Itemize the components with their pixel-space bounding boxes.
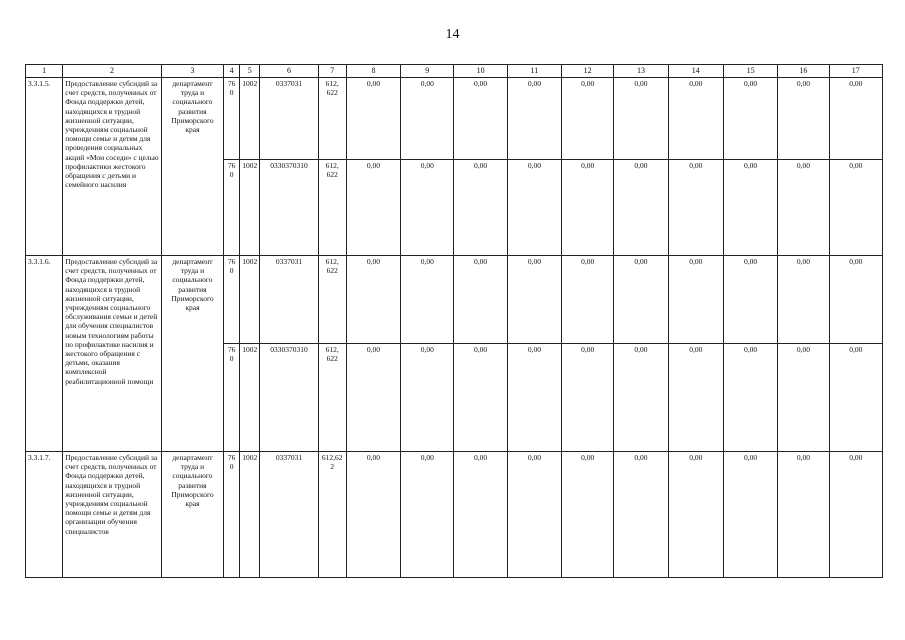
column-header: 3 xyxy=(161,65,223,78)
code-cell: 760 xyxy=(224,452,240,578)
value-cell: 0,00 xyxy=(346,160,400,256)
code-cell: 760 xyxy=(224,256,240,344)
value-cell: 0,00 xyxy=(614,78,668,160)
value-cell: 0,00 xyxy=(454,452,507,578)
value-cell: 0,00 xyxy=(614,344,668,452)
code-cell: 0330370310 xyxy=(260,160,318,256)
column-header: 1 xyxy=(26,65,63,78)
value-cell: 0,00 xyxy=(507,78,561,160)
value-cell: 0,00 xyxy=(829,452,882,578)
value-cell: 0,00 xyxy=(778,344,829,452)
value-cell: 0,00 xyxy=(829,256,882,344)
value-cell: 0,00 xyxy=(723,256,777,344)
value-cell: 0,00 xyxy=(723,78,777,160)
column-header: 6 xyxy=(260,65,318,78)
row-id: 3.3.1.7. xyxy=(26,452,63,578)
row-department: департамент труда и социального развития Приморского края xyxy=(161,452,223,578)
value-cell: 0,00 xyxy=(401,256,454,344)
row-name: Предоставление субсидий за счет средств, полученных от Фонда поддержки детей, находящихся в трудной жизненной ситуации, учреждениям социального обслуживания семьи и детей для обучения специалистов новым технологиям работы по профилактике насилия и жестокого обращения с детьми, оказания комплексной реабилитационной помощи xyxy=(63,256,162,452)
value-cell: 0,00 xyxy=(454,78,507,160)
code-cell: 1002 xyxy=(240,256,260,344)
code-cell: 760 xyxy=(224,344,240,452)
value-cell: 0,00 xyxy=(723,452,777,578)
code-cell: 0337031 xyxy=(260,256,318,344)
column-header: 14 xyxy=(668,65,723,78)
value-cell: 0,00 xyxy=(507,452,561,578)
value-cell: 0,00 xyxy=(454,256,507,344)
code-cell: 1002 xyxy=(240,344,260,452)
value-cell: 0,00 xyxy=(454,344,507,452)
code-cell: 612, 622 xyxy=(318,78,346,160)
value-cell: 0,00 xyxy=(614,160,668,256)
code-cell: 1002 xyxy=(240,78,260,160)
row-name: Предоставление субсидий за счет средств, полученных от Фонда поддержки детей, находящихся в трудной жизненной ситуации, учреждениям социальной помощи семье и детям для организации обучения специалистов xyxy=(63,452,162,578)
code-cell: 612, 622 xyxy=(318,256,346,344)
value-cell: 0,00 xyxy=(778,452,829,578)
value-cell: 0,00 xyxy=(614,256,668,344)
value-cell: 0,00 xyxy=(562,344,614,452)
value-cell: 0,00 xyxy=(346,344,400,452)
value-cell: 0,00 xyxy=(668,344,723,452)
header-row xyxy=(26,65,883,78)
value-cell: 0,00 xyxy=(614,452,668,578)
value-cell: 0,00 xyxy=(401,160,454,256)
code-cell: 1002 xyxy=(240,160,260,256)
value-cell: 0,00 xyxy=(507,160,561,256)
page-number: 14 xyxy=(445,27,460,42)
column-header: 16 xyxy=(778,65,829,78)
value-cell: 0,00 xyxy=(401,452,454,578)
code-cell: 1002 xyxy=(240,452,260,578)
column-header: 5 xyxy=(240,65,260,78)
column-header: 12 xyxy=(562,65,614,78)
value-cell: 0,00 xyxy=(829,78,882,160)
column-header: 11 xyxy=(507,65,561,78)
value-cell: 0,00 xyxy=(346,452,400,578)
value-cell: 0,00 xyxy=(668,78,723,160)
value-cell: 0,00 xyxy=(507,344,561,452)
value-cell: 0,00 xyxy=(562,78,614,160)
table-row xyxy=(26,256,883,344)
table-row xyxy=(26,78,883,160)
value-cell: 0,00 xyxy=(562,452,614,578)
value-cell: 0,00 xyxy=(507,256,561,344)
code-cell: 760 xyxy=(224,78,240,160)
column-header: 13 xyxy=(614,65,668,78)
code-cell: 0337031 xyxy=(260,78,318,160)
value-cell: 0,00 xyxy=(401,78,454,160)
column-header: 8 xyxy=(346,65,400,78)
column-header: 9 xyxy=(401,65,454,78)
value-cell: 0,00 xyxy=(562,256,614,344)
code-cell: 612, 622 xyxy=(318,160,346,256)
value-cell: 0,00 xyxy=(778,256,829,344)
row-id: 3.3.1.6. xyxy=(26,256,63,452)
value-cell: 0,00 xyxy=(668,160,723,256)
column-header: 15 xyxy=(723,65,777,78)
value-cell: 0,00 xyxy=(668,452,723,578)
value-cell: 0,00 xyxy=(454,160,507,256)
value-cell: 0,00 xyxy=(723,160,777,256)
column-header: 4 xyxy=(224,65,240,78)
code-cell: 0330370310 xyxy=(260,344,318,452)
value-cell: 0,00 xyxy=(778,78,829,160)
column-header: 17 xyxy=(829,65,882,78)
value-cell: 0,00 xyxy=(778,160,829,256)
value-cell: 0,00 xyxy=(346,256,400,344)
value-cell: 0,00 xyxy=(562,160,614,256)
value-cell: 0,00 xyxy=(723,344,777,452)
column-header: 10 xyxy=(454,65,507,78)
code-cell: 612,622 xyxy=(318,452,346,578)
row-department: департамент труда и социального развития Приморского края xyxy=(161,78,223,256)
column-header: 2 xyxy=(63,65,162,78)
column-header: 7 xyxy=(318,65,346,78)
value-cell: 0,00 xyxy=(401,344,454,452)
value-cell: 0,00 xyxy=(668,256,723,344)
row-department: департамент труда и социального развития Приморского края xyxy=(161,256,223,452)
row-name: Предоставление субсидий за счет средств, полученных от Фонда поддержки детей, находящихся в трудной жизненной ситуации, учреждениям социальной помощи семье и детям для проведения социальных акций «Мои соседи» с целью профилактики жестокого обращения с детьми и семейного насилия xyxy=(63,78,162,256)
code-cell: 0337031 xyxy=(260,452,318,578)
code-cell: 612, 622 xyxy=(318,344,346,452)
budget-table xyxy=(25,64,883,578)
code-cell: 760 xyxy=(224,160,240,256)
table-row xyxy=(26,452,883,578)
value-cell: 0,00 xyxy=(346,78,400,160)
value-cell: 0,00 xyxy=(829,344,882,452)
value-cell: 0,00 xyxy=(829,160,882,256)
row-id: 3.3.1.5. xyxy=(26,78,63,256)
